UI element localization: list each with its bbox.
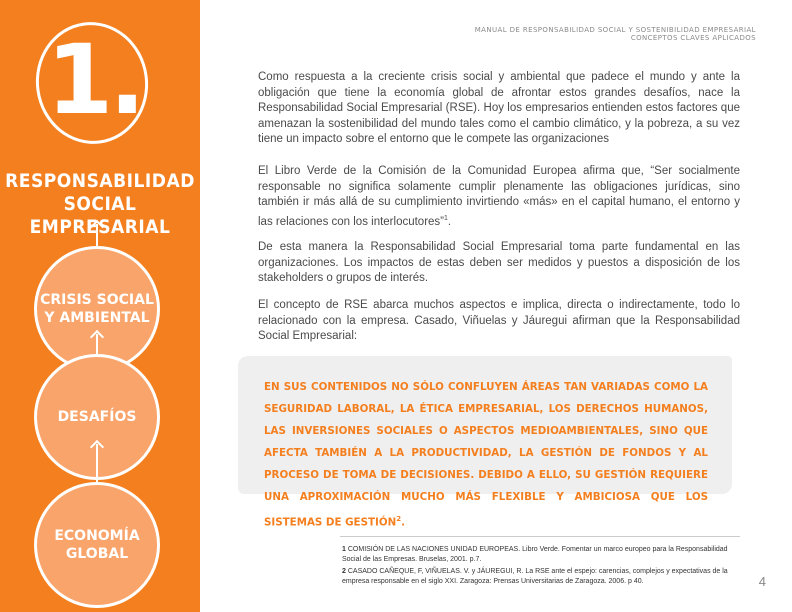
concept-circle-economia xyxy=(34,482,160,608)
up-arrow-icon xyxy=(96,334,98,356)
body-paragraph: Como respuesta a la creciente crisis social y ambiental que padece el mundo y ante la obligación que tiene la economía global de afrontar estos grandes desafíos, nace la Responsabilidad Social Empresarial (RSE). Hoy los empresarios entienden estos factores que amenazan la sostenibilidad del mundo tales como el cambio climático, y la pobreza, a su vez tiene un impacto sobre el entorno que le compete las organizaciones xyxy=(258,71,740,146)
page-number: 4 xyxy=(758,574,766,589)
up-arrow-icon xyxy=(96,224,98,246)
quote-end: . xyxy=(401,516,406,529)
running-header-title: MANUAL DE RESPONSABILIDAD SOCIAL Y SOSTENIBILIDAD EMPRESARIAL xyxy=(474,26,756,34)
concept-circle-label-line2: GLOBAL xyxy=(65,546,129,562)
body-paragraph xyxy=(258,164,740,230)
concept-circle-label-line2: Y AMBIENTAL xyxy=(44,310,150,326)
running-header-subtitle: CONCEPTOS CLAVES APLICADOS xyxy=(630,34,756,42)
footnote-text: COMISIÓN DE LAS NACIONES UNIDAD EUROPEAS. Libro Verde. Fomentar un marco europeo para la Responsabilidad Social de las Empresas. Bruselas, 2001. p.7. xyxy=(342,546,728,563)
footnote-text: CASADO CAÑEQUE, F, VIÑUELAS. V. y JÁUREGUI, R. La RSE ante el espejo: carencias, complejos y expectativas de la empresa responsable en el siglo XXI. Zaragoza: Prensas Universitarias de Zaragoza. 2006. p 40. xyxy=(342,568,728,585)
footnote xyxy=(342,567,742,587)
concept-circle-label-line1: DESAFÍOS xyxy=(57,409,137,425)
concept-circle-label-line1: CRISIS SOCIAL xyxy=(40,292,154,308)
body-paragraph: El concepto de RSE abarca muchos aspectos e implica, directa o indirectamente, todo lo relacionado con la empresa. Casado, Viñuelas y Jáuregui afirman que la Responsabilidad Social Empresarial: xyxy=(258,299,740,343)
paragraph-text: El Libro Verde de la Comisión de la Comunidad Europea afirma que, “Ser socialmente responsable no significa solamente cumplir plenamente las obligaciones jurídicas, sino también ir más allá de su cumplimiento invirtiendo «más» en el capital humano, el entorno y las relaciones con los interlocutores” xyxy=(258,165,740,228)
chapter-title-line1: RESPONSABILIDAD xyxy=(5,170,195,192)
quote-text xyxy=(264,376,708,533)
up-arrow-icon xyxy=(96,444,98,484)
footnote-ref[interactable]: 1 xyxy=(444,214,448,222)
body-paragraph: De esta manera la Responsabilidad Social Empresarial toma parte fundamental en las organizaciones. Los impactos de estas deben ser medidos y puestos a disposición de los stakeholders o grupos de interés. xyxy=(258,241,740,285)
chapter-sidebar xyxy=(0,0,200,612)
footnote-number: 1 xyxy=(342,546,346,553)
chapter-title-line2: SOCIAL EMPRESARIAL xyxy=(29,193,171,238)
footnotes xyxy=(342,545,742,589)
footnote-divider xyxy=(340,536,740,537)
chapter-number: 1. xyxy=(46,24,142,136)
footnote-number: 2 xyxy=(342,568,346,575)
quote-box xyxy=(238,356,732,529)
quote-body: EN SUS CONTENIDOS NO SÓLO CONFLUYEN ÁREAS TAN VARIADAS COMO LA SEGURIDAD LABORAL, LA ÉTICA EMPRESARIAL, LOS DERECHOS HUMANOS, LAS INVERSIONES SOCIALES O ASPECTOS MEDIOAMBIENTALES, SINO QUE AFECTA TAMBIÉN A LA PRODUCTIVIDAD, LA GESTIÓN DE FONDOS Y AL PROCESO DE TOMA DE DECISIONES. DEBIDO A ELLO, SU GESTIÓN REQUIERE UNA APROXIMACIÓN MUCHO MÁS FLEXIBLE Y AMBICIOSA QUE LOS SISTEMAS DE GESTIÓN xyxy=(264,381,708,529)
running-header xyxy=(475,26,756,42)
footnote-ref[interactable]: 2 xyxy=(396,515,402,523)
paragraph-end: . xyxy=(447,215,452,228)
concept-circle-label-line1: ECONOMÍA xyxy=(54,528,140,544)
footnote xyxy=(342,545,742,565)
